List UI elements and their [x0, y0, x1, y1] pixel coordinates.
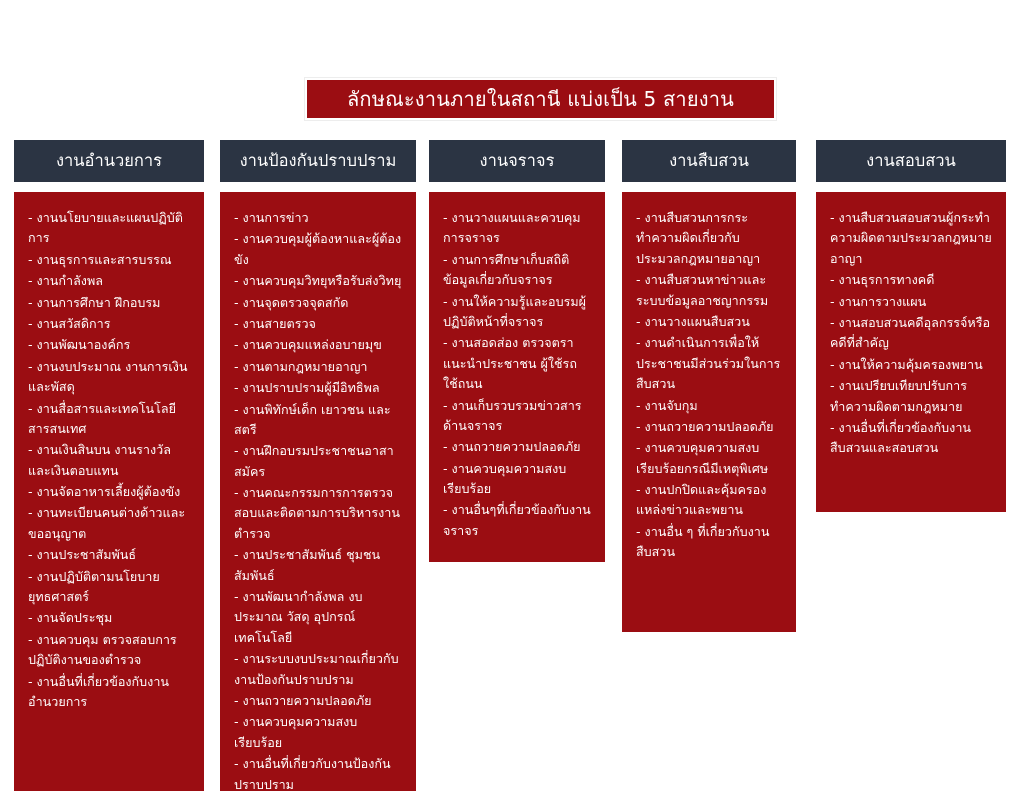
list-item: - งานถวายความปลอดภัย [443, 439, 581, 455]
column-header-label: งานจราจร [479, 151, 555, 170]
list-item: - งานควบคุมความสงบเรียบร้อยกรณีมีเหตุพิเศษ [636, 440, 769, 476]
list-item: - งานสอดส่อง ตรวจตรา แนะนำประชาชน ผู้ใช้รถใช้ถนน [443, 335, 577, 392]
column-inquiry [816, 140, 1006, 512]
list-item: - งานจัดอาหารเลี้ยงผู้ต้องขัง [28, 484, 181, 500]
list-item: - งานถวายความปลอดภัย [636, 418, 774, 434]
column-header-label: งานป้องกันปราบปราม [239, 151, 397, 170]
list-item: - งานทะเบียนคนต่างด้าวและขออนุญาต [28, 505, 186, 541]
list-item: - งานให้ความรู้และอบรมผู้ปฏิบัติหน้าที่จราจร [443, 293, 587, 329]
list-item: - งานเก็บรวบรวมข่าวสารด้านจราจร [443, 397, 582, 433]
column-header [14, 140, 204, 182]
list-item: - งานพัฒนากำลังพล งบประมาณ วัสดุ อุปกรณ์ เทคโนโลยี [234, 589, 363, 645]
list-item: - งานอื่นที่เกี่ยวกับงานป้องกันปราบปราม [234, 756, 391, 791]
list-item: - งานสื่อสารและเทคโนโลยีสารสนเทศ [28, 400, 177, 436]
list-item: - งานระบบงบประมาณเกี่ยวกับงานป้องกันปราบปราม [234, 651, 399, 687]
column-body [14, 192, 204, 791]
list-item: - งานควบคุมวิทยุหรือรับส่งวิทยุ [234, 273, 402, 289]
list-item: - งานวางแผนและควบคุมการจราจร [443, 210, 581, 246]
column-crime-prevention [220, 140, 416, 791]
column-header-label: งานสืบสวน [669, 151, 749, 170]
list-item: - งานการศึกษาเก็บสถิติข้อมูลเกี่ยวกับจราจร [443, 251, 570, 288]
column-header-label: งานอำนวยการ [55, 151, 163, 170]
list-item: - งานอื่น ๆ ที่เกี่ยวกับงานสืบสวน [636, 523, 770, 560]
list-item: - งานอื่นที่เกี่ยวข้องกับงานอำนวยการ [28, 673, 170, 709]
list-item: - งานจัดประชุม [28, 610, 113, 626]
list-item: - งานปฏิบัติตามนโยบายยุทธศาสตร์ [28, 568, 160, 605]
list-item: - งานเปรียบเทียบปรับการทำความผิดตามกฎหมาย [830, 378, 968, 414]
column-body [816, 192, 1006, 512]
list-item: - งานดำเนินการเพื่อให้ประชาชนมีส่วนร่วมในการสืบสวน [636, 335, 781, 392]
list-item: - งานวางแผนสืบสวน [636, 313, 750, 329]
column-traffic [429, 140, 605, 562]
list-item: - งานการศึกษา ฝึกอบรม [28, 294, 161, 310]
list-item: - งานงบประมาณ งานการเงินและพัสดุ [28, 358, 188, 395]
list-item: - งานจับกุม [636, 397, 698, 413]
list-item: - งานสวัสดิการ [28, 315, 111, 331]
list-item: - งานธุรการทางคดี [830, 272, 935, 288]
list-item: - งานธุรการและสารบรรณ [28, 251, 172, 267]
list-item: - งานควบคุมความสงบเรียบร้อย [443, 460, 567, 497]
list-item: - งานสืบสวนการกระทำความผิดเกี่ยวกับประมวลกฎหมายอาญา [636, 210, 761, 266]
list-item: - งานสอบสวนคดีอุลกรรจ์หรือคดีที่สำคัญ [830, 314, 991, 351]
list-item: - งานประชาสัมพันธ์ ชุมชนสัมพันธ์ [234, 547, 381, 583]
column-header [429, 140, 605, 182]
list-item: - งานปราบปรามผู้มีอิทธิพล [234, 380, 380, 396]
column-item-list [830, 208, 992, 459]
list-item: - งานจุดตรวจจุดสกัด [234, 294, 349, 310]
column-header-label: งานสอบสวน [866, 151, 956, 170]
column-investigation [622, 140, 796, 632]
list-item: - งานพิทักษ์เด็ก เยาวชน และสตรี [234, 401, 391, 437]
list-item: - งานการข่าว [234, 210, 309, 225]
list-item: - งานประชาสัมพันธ์ [28, 547, 137, 563]
column-item-list [636, 208, 782, 563]
diagram-title-banner [305, 78, 776, 120]
column-item-list [28, 208, 190, 712]
column-administration [14, 140, 204, 791]
list-item: - งานให้ความคุ้มครองพยาน [830, 356, 983, 372]
column-header [220, 140, 416, 182]
list-item: - งานอื่นๆที่เกี่ยวข้องกับงานจราจร [443, 502, 591, 538]
list-item: - งานพัฒนาองค์กร [28, 337, 131, 353]
list-item: - งานเงินสินบน งานรางวัลและเงินตอบแทน [28, 442, 171, 478]
column-body [622, 192, 796, 632]
list-item: - งานอื่นที่เกี่ยวข้องกับงานสืบสวนและสอบสวน [830, 419, 972, 456]
list-item: - งานควบคุมความสงบเรียบร้อย [234, 714, 358, 750]
list-item: - งานฝึกอบรมประชาชนอาสาสมัคร [234, 443, 394, 479]
list-item: - งานตามกฎหมายอาญา [234, 358, 368, 374]
column-item-list [234, 208, 402, 791]
list-item: - งานกำลังพล [28, 273, 103, 289]
column-header [622, 140, 796, 182]
column-header [816, 140, 1006, 182]
list-item: - งานถวายความปลอดภัย [234, 692, 372, 708]
column-item-list [443, 208, 591, 541]
list-item: - งานสายตรวจ [234, 315, 316, 331]
column-body [429, 192, 605, 562]
list-item: - งานคณะกรรมการการตรวจสอบและติดตามการบริหารงานตำรวจ [234, 485, 400, 541]
list-item: - งานควบคุมผู้ต้องหาและผู้ต้องขัง [234, 231, 402, 267]
list-item: - งานนโยบายและแผนปฏิบัติการ [28, 210, 183, 246]
column-body [220, 192, 416, 791]
list-item: - งานการวางแผน [830, 293, 927, 309]
list-item: - งานควบคุมแหล่งอบายมุข [234, 337, 382, 353]
list-item: - งานสืบสวนสอบสวนผู้กระทำความผิดตามประมวลกฎหมายอาญา [830, 210, 992, 266]
list-item: - งานควบคุม ตรวจสอบการปฏิบัติงานของตำรวจ [28, 631, 177, 668]
page-title: ลักษณะงานภายในสถานี แบ่งเป็น 5 สายงาน [346, 87, 735, 111]
list-item: - งานปกปิดและคุ้มครองแหล่งข่าวและพยาน [636, 482, 767, 518]
list-item: - งานสืบสวนหาข่าวและระบบข้อมูลอาชญากรรม [636, 272, 769, 308]
